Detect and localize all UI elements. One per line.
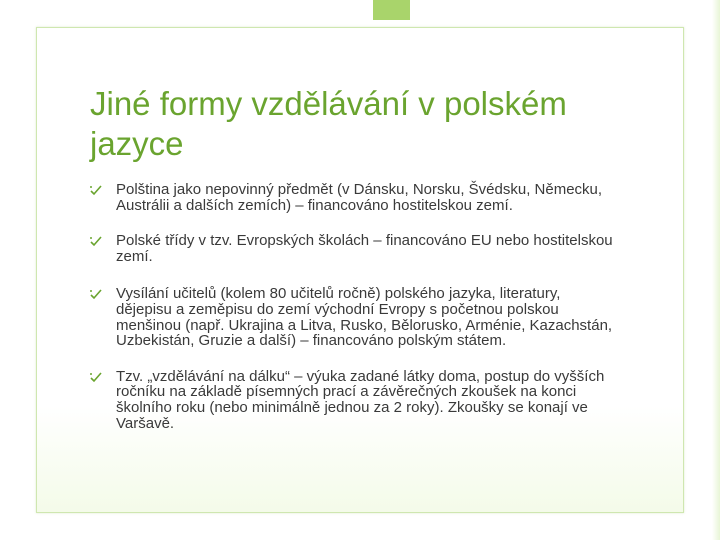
- bullet-text: Polské třídy v tzv. Evropských školách – financováno EU nebo hostitelskou zemí.: [116, 232, 613, 265]
- slide-title: Jiné formy vzdělávání v polském jazyce: [90, 85, 567, 162]
- bullet-text: Tzv. „vzdělávání na dálku“ – výuka zadané látky doma, postup do vyšších ročníku na základě písemných prací a závěrečných zkoušek na konci školního roku (nebo minimálně jednou za 2 roky). Zkoušky se konají ve Varšavě.: [116, 367, 605, 432]
- bullet-item: [89, 233, 619, 264]
- sparkle-check-icon: [89, 370, 103, 384]
- bullet-text: Polština jako nepovinný předmět (v Dánsku, Norsku, Švédsku, Německu, Austrálii a dalších zemích) – financováno hostitelskou zemí.: [116, 181, 603, 214]
- sparkle-check-icon: [89, 234, 103, 248]
- bullet-text: Vysílání učitelů (kolem 80 učitelů ročně) polského jazyka, literatury, dějepisu a zeměpisu do zemí východní Evropy s početnou polskou menšinou (např. Ukrajina a Litva, Rusko, Bělorusko, Arménie, Kazachstán, Uzbekistán, Gruzie a další) – financováno polským státem.: [116, 285, 613, 350]
- bullet-list: [89, 182, 619, 431]
- bullet-item: [89, 286, 619, 348]
- accent-bar: [373, 0, 410, 20]
- side-gradient: [712, 0, 720, 540]
- sparkle-check-icon: [89, 287, 103, 301]
- bullet-item: [89, 182, 619, 213]
- sparkle-check-icon: [89, 183, 103, 197]
- bullet-item: [89, 369, 619, 431]
